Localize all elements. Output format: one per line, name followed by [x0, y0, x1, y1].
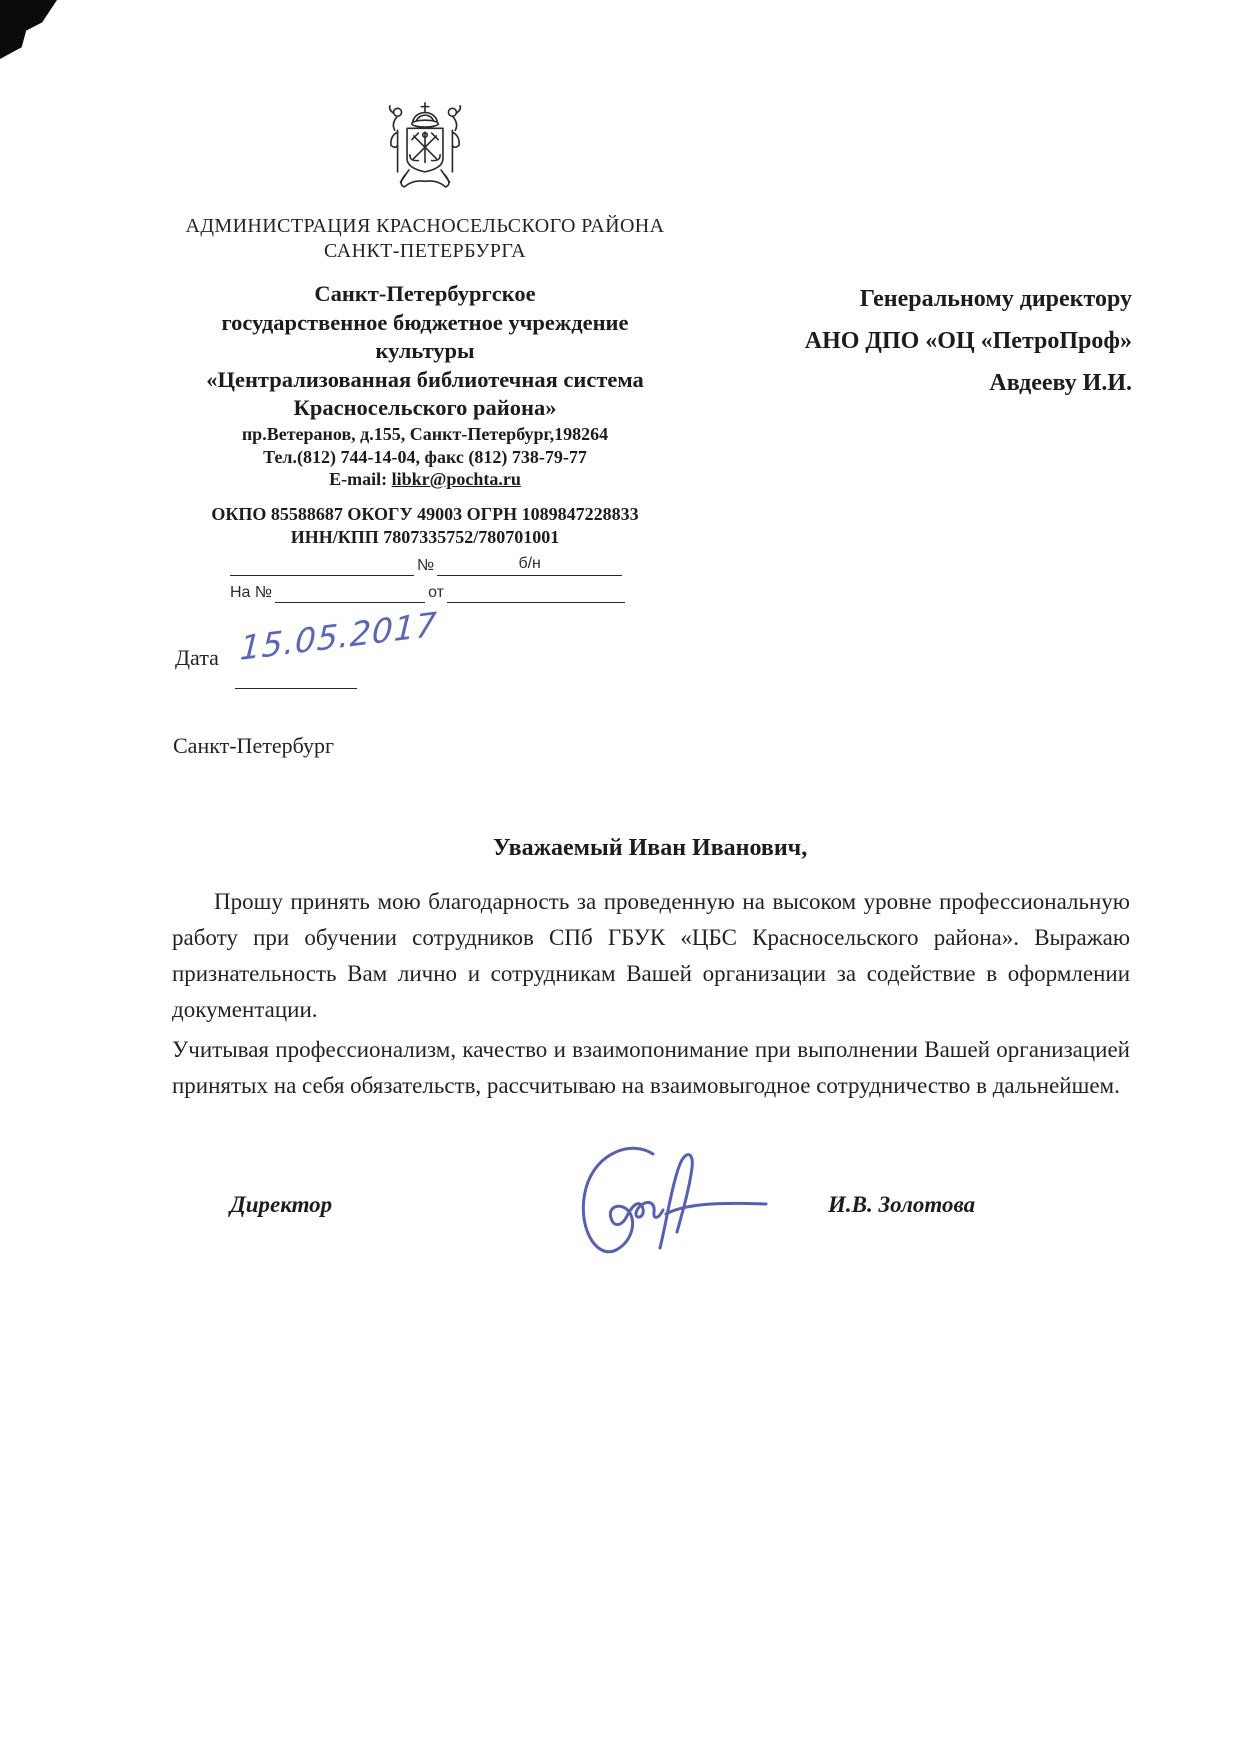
- scan-corner-artifact: [0, 0, 57, 59]
- date-underline: [235, 688, 357, 689]
- number-value: б/н: [518, 555, 541, 572]
- date-row: [175, 604, 439, 695]
- spb-coat-of-arms-icon: [377, 100, 473, 204]
- from-label: от: [428, 584, 444, 601]
- body-paragraph-1: Прошу принять мою благодарность за проведенную на высоком уровне профессиональную работу при обучении сотрудников СПб ГБУК «ЦБС Красносельского района». Выражаю признательность Вам лично и сотрудникам Вашей организации за содействие в оформлении документации.: [172, 889, 1130, 1022]
- organization-line: государственное бюджетное учреждение: [221, 309, 629, 335]
- organization-line: Санкт-Петербургское: [314, 281, 536, 306]
- postal-address: пр.Ветеранов, д.155, Санкт-Петербург,198264: [241, 424, 609, 444]
- date-label: Дата: [175, 645, 219, 670]
- on-number-label: На №: [230, 584, 273, 601]
- phone-fax: Тел.(812) 744-14-04, факс (812) 738-79-77: [263, 446, 587, 467]
- administration-line1: АДМИНИСТРАЦИЯ КРАСНОСЕЛЬСКОГО РАЙОНА: [185, 215, 665, 237]
- email-label: E-mail:: [329, 469, 392, 489]
- registry-line2: ИНН/КПП 7807335752/780701001: [290, 526, 560, 547]
- signer-title: Директор: [230, 1192, 333, 1217]
- from-blank-line: [447, 575, 625, 603]
- administration-header: [165, 214, 685, 264]
- outgoing-number-row: [230, 549, 632, 576]
- incoming-number-row: [230, 576, 632, 603]
- signer-name: И.В. Золотова: [828, 1192, 976, 1217]
- email-line: [165, 468, 685, 491]
- addressee-position: Генеральному директору: [859, 286, 1132, 312]
- organization-name: [150, 280, 700, 423]
- organization-line: культуры: [375, 338, 475, 363]
- addressee-organization: АНО ДПО «ОЦ «ПетроПроф»: [804, 328, 1132, 354]
- email-address: libkr@pochta.ru: [391, 469, 521, 489]
- addressee-block: [640, 278, 1132, 404]
- on-number-blank-line: [275, 575, 425, 603]
- registry-line1: ОКПО 85588687 ОКОГУ 49003 ОГРН 1089847228833: [211, 504, 639, 524]
- administration-line2: САНКТ-ПЕТЕРБУРГА: [324, 240, 526, 262]
- organization-line: «Централизованная библиотечная система: [206, 366, 644, 392]
- organization-line: Красносельского района»: [293, 395, 557, 420]
- body-paragraph-2: Учитывая профессионализм, качество и взаимопонимание при выполнении Вашей организацией принятых на себя обязательств, рассчитываю на взаимовыгодное сотрудничество в дальнейшем.: [172, 1037, 1130, 1098]
- addressee-name: Авдееву И.И.: [989, 370, 1132, 396]
- salutation: Уважаемый Иван Иванович,: [493, 835, 808, 861]
- date-blank-line: [230, 548, 414, 576]
- registry-codes: [165, 503, 685, 548]
- number-value-line: [437, 548, 622, 576]
- reference-lines: [230, 549, 632, 603]
- handwritten-date: 15.05.2017: [239, 604, 439, 668]
- number-label: №: [417, 557, 435, 574]
- contact-block: [165, 423, 685, 491]
- signature-ink: [570, 1138, 775, 1278]
- city-line: Санкт-Петербург: [173, 733, 334, 758]
